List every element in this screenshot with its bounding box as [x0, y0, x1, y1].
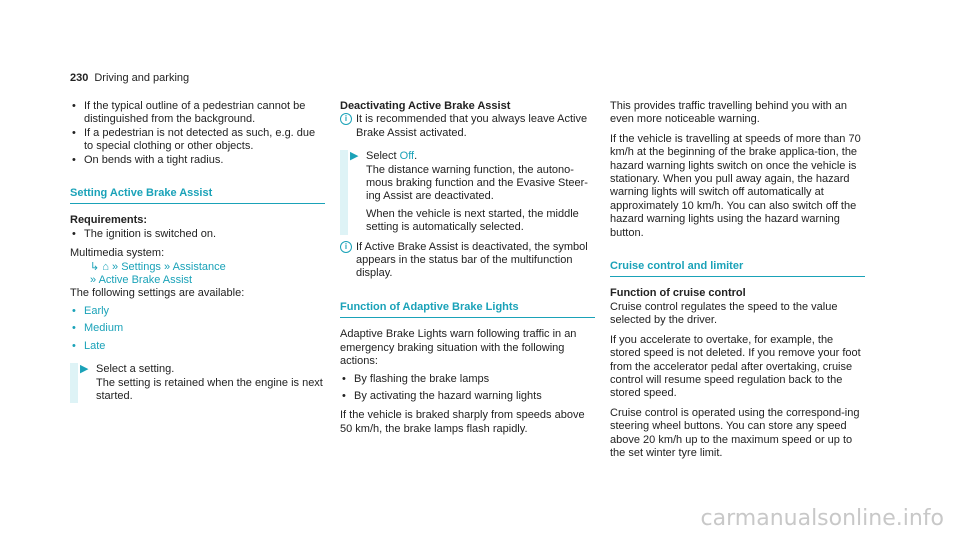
off-value: Off — [399, 150, 415, 163]
limitations-list — [70, 100, 325, 167]
info-icon: i — [340, 113, 352, 125]
step-text: Select a setting. — [96, 363, 175, 376]
function-section-title: Function of Adaptive Brake Lights — [340, 301, 595, 318]
home-icon: ⌂ — [102, 260, 109, 273]
option-late: • Late — [70, 340, 325, 353]
requirements-label: Requirements: — [70, 214, 148, 227]
info-note — [340, 241, 595, 281]
menu-path — [70, 261, 325, 288]
path-assistance: Assistance — [172, 260, 226, 273]
step-desc: The distance warning function, the autono-mous braking function and the Evasive Steer-ing Assist are deactivated. — [366, 163, 588, 203]
function-list — [340, 373, 595, 404]
option-early: • Early — [70, 305, 325, 318]
info-note — [340, 113, 595, 140]
step-desc2: When the vehicle is next started, the middle setting is automatically selected. — [366, 207, 579, 234]
para1: This provides traffic travelling behind you with an even more noticeable warning. — [610, 100, 848, 126]
chevron-right-icon: » — [164, 260, 171, 273]
chevron-right-icon: » — [112, 260, 119, 273]
step-arrow-icon: ▶ — [350, 150, 359, 163]
page-header — [70, 72, 189, 85]
path-settings: Settings — [121, 260, 161, 273]
info-text: It is recommended that you always leave Active Brake Assist activated. — [356, 113, 588, 139]
return-arrow-icon: ↳ — [90, 260, 100, 273]
path-active-brake-assist: Active Brake Assist — [98, 274, 193, 287]
chevron-right-icon: » — [90, 274, 97, 287]
option-medium: • Medium — [70, 322, 325, 335]
list-item: • If a pedestrian is not detected as such, e.g. due to special clothing or other objects. — [70, 127, 325, 154]
cruise-function-title: Function of cruise control — [610, 287, 746, 300]
cruise-p1: Cruise control regulates the speed to the value selected by the driver. — [610, 300, 838, 327]
cruise-p2: If you accelerate to overtake, for example, the stored speed is not deleted. If you remove your foot from the accelerator pedal after overtaking, cruise control will resume speed regulation back to the stored speed. — [610, 333, 861, 400]
column-3 — [610, 100, 865, 460]
cruise-p3: Cruise control is operated using the correspond-ing steering wheel buttons. You can store any speed above 20 km/h up to the maximum speed or up to the set winter tyre limit. — [610, 406, 860, 459]
column-1 — [70, 100, 325, 403]
list-item: • On bends with a tight radius. — [70, 154, 325, 167]
section-name: Driving and parking — [94, 72, 190, 84]
function-text: Adaptive Brake Lights warn following traffic in an emergency braking situation with the following actions: — [340, 328, 577, 368]
requirement-item: • The ignition is switched on. — [70, 228, 325, 241]
step-arrow-icon: ▶ — [80, 363, 89, 376]
step-desc: The setting is retained when the engine is next started. — [96, 376, 323, 402]
info-text: If Active Brake Assist is deactivated, the symbol appears in the status bar of the multifunction display. — [356, 240, 588, 280]
cruise-section-title: Cruise control and limiter — [610, 260, 865, 277]
list-item: • By flashing the brake lamps — [340, 373, 595, 386]
multimedia-label: Multimedia system: — [70, 247, 165, 260]
select-setting-step — [70, 363, 325, 403]
settings-intro: The following settings are available: — [70, 287, 245, 300]
column-2 — [340, 100, 595, 436]
watermark: carmanualsonline.info — [700, 505, 944, 531]
list-item: • By activating the hazard warning lights — [340, 390, 595, 403]
step-text: Select Off. — [366, 150, 418, 163]
options-list — [70, 305, 325, 353]
info-icon: i — [340, 241, 352, 253]
page-number: 230 — [70, 72, 89, 84]
para2: If the vehicle is travelling at speeds of more than 70 km/h at the beginning of the brake applica-tion, the hazard warning lights switch on once the vehicle is stationary. When you pull away again, the hazard warning lights will switch off automatically at approximately 10 km/h. You can also switch off the hazard warning lights using the hazard warning button. — [610, 132, 861, 239]
setting-section-title: Setting Active Brake Assist — [70, 187, 325, 204]
select-off-step — [340, 150, 595, 234]
deactivate-title: Deactivating Active Brake Assist — [340, 100, 511, 112]
function-text2: If the vehicle is braked sharply from speeds above 50 km/h, the brake lamps flash rapidly. — [340, 409, 585, 435]
list-item: • If the typical outline of a pedestrian cannot be distinguished from the background. — [70, 100, 325, 127]
